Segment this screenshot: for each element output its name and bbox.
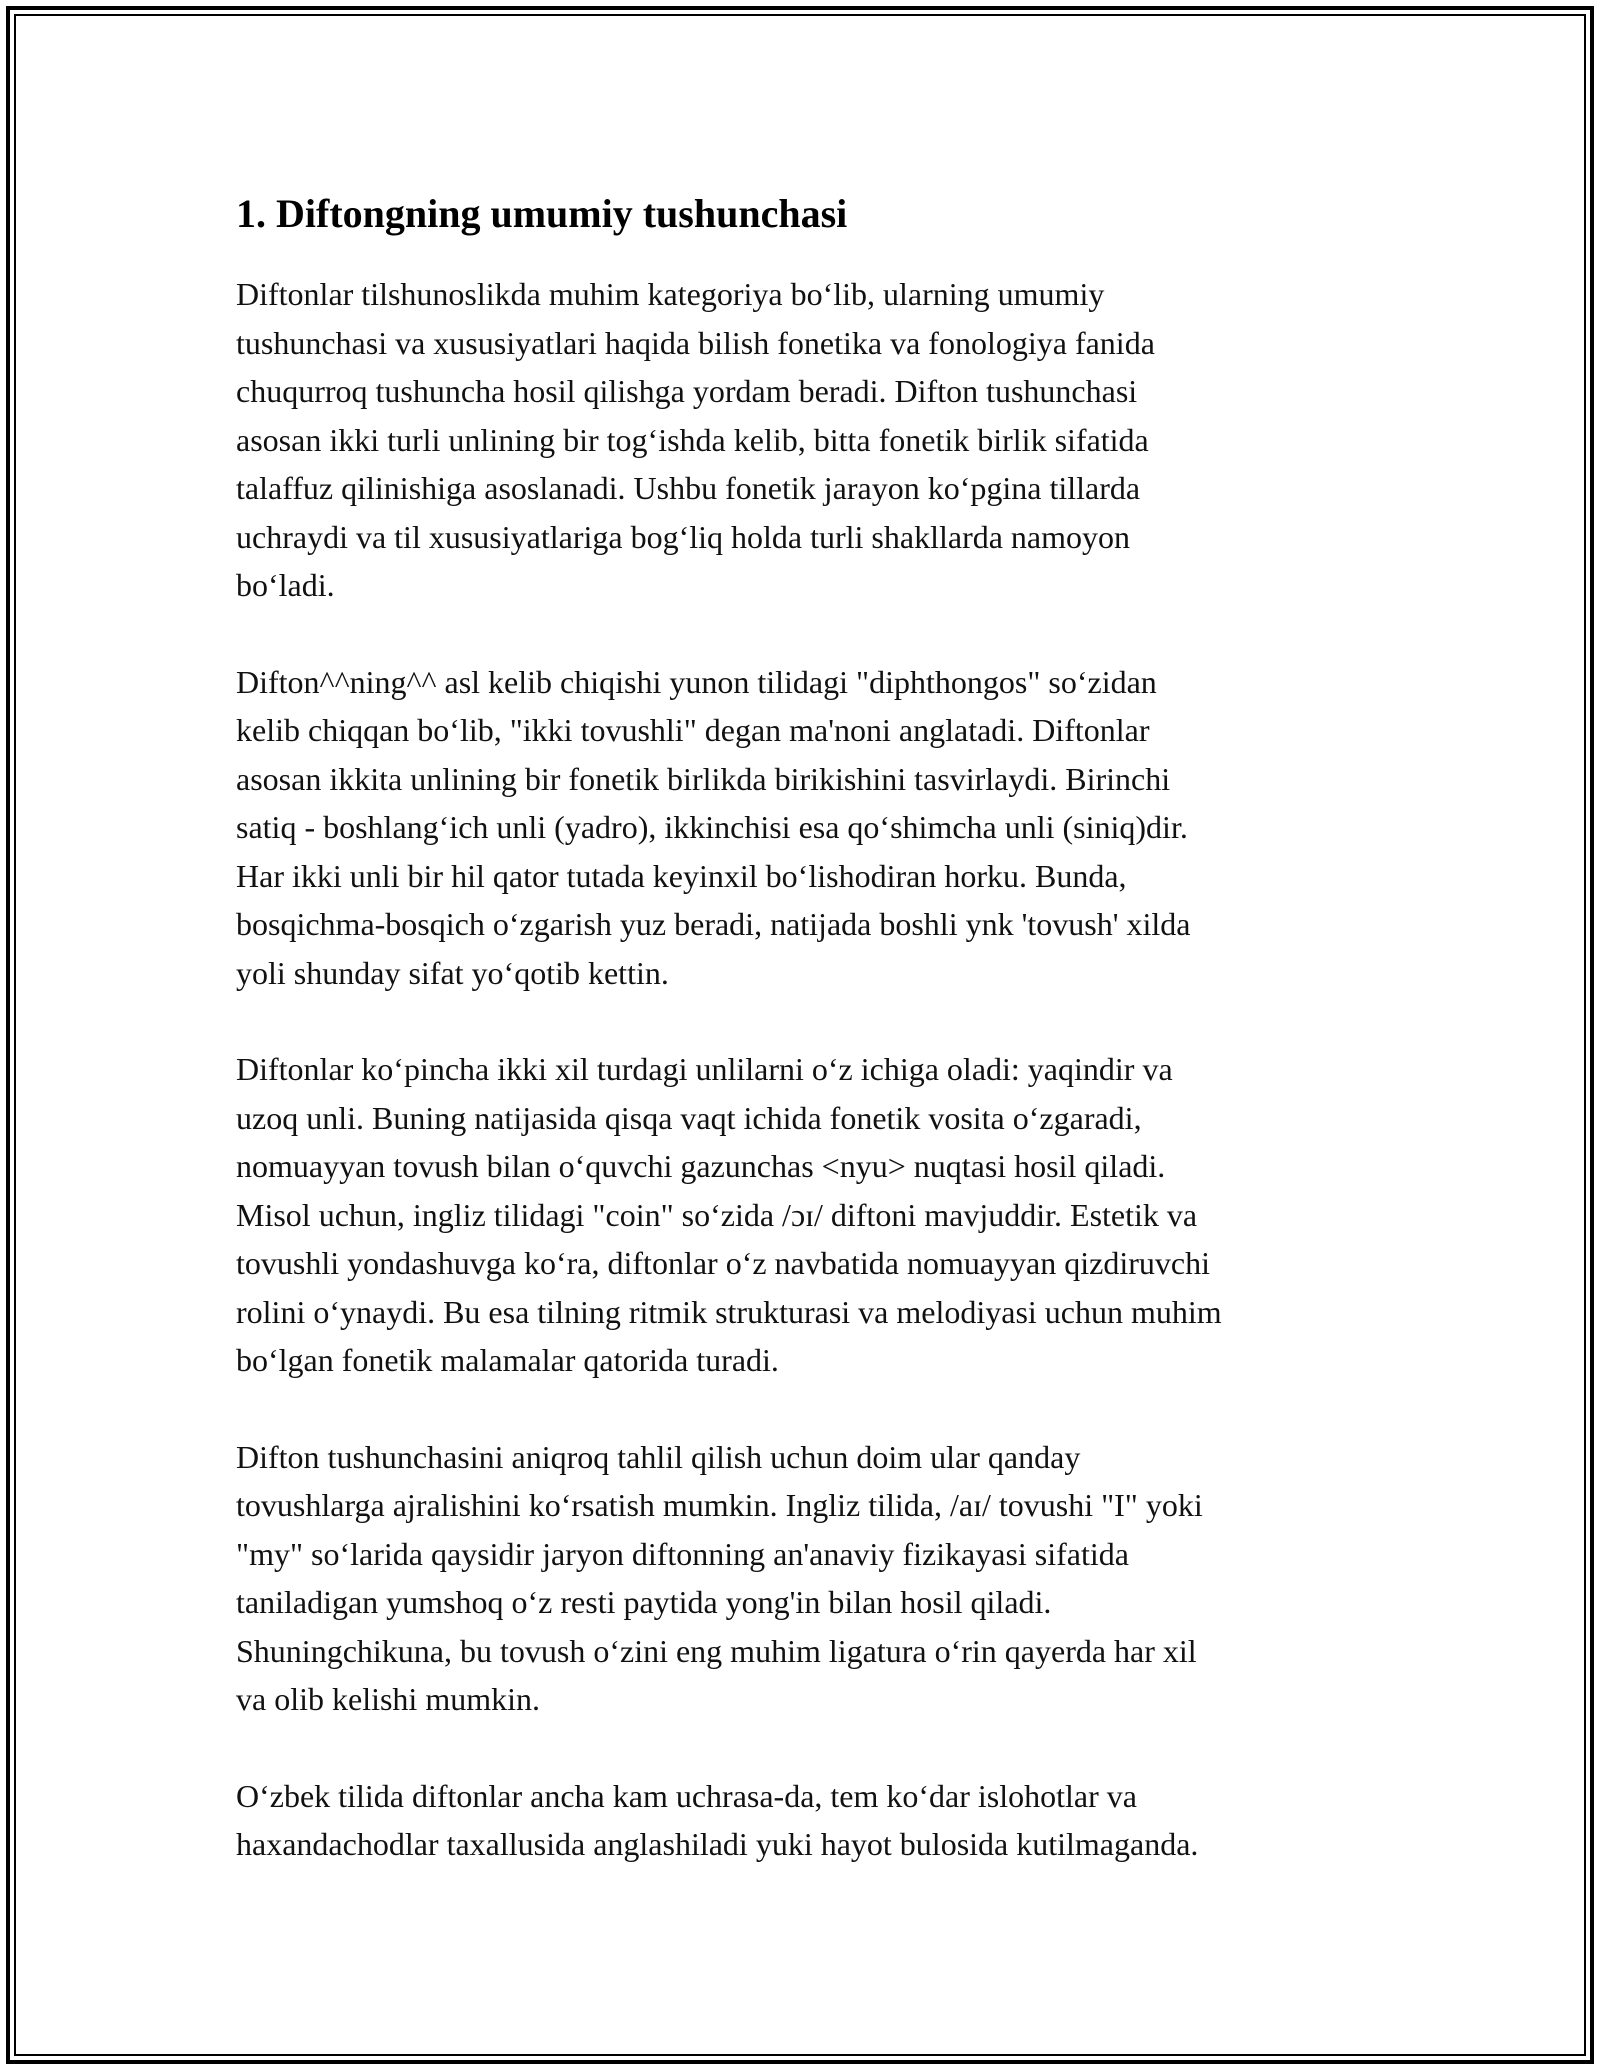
body-paragraph [236,1433,1376,1724]
paragraph-line: rolini o‘ynaydi. Bu esa tilning ritmik strukturasi va melodiyasi uchun muhim [236,1293,1222,1330]
paragraph-line: O‘zbek tilida diftonlar ancha kam uchrasa-da, tem ko‘dar islohotlar va [236,1777,1137,1814]
paragraph-line: bo‘ladi. [236,567,335,603]
paragraph-line: va olib kelishi mumkin. [236,1681,540,1717]
paragraph-line: tovushlarga ajralishini ko‘rsatish mumkin. Ingliz tilida, /aɪ/ tovushi "I" yoki [236,1487,1203,1523]
paragraph-line: asosan ikkita unlining bir fonetik birlikda birikishini tasvirlaydi. Birinchi [236,760,1171,797]
paragraph-line: uzoq unli. Buning natijasida qisqa vaqt ichida fonetik vosita o‘zgaradi, [236,1099,1142,1136]
paragraph-line: nomuayyan tovush bilan o‘quvchi gazunchas <nyu> nuqtasi hosil qiladi. [236,1148,1166,1184]
paragraph-line: Difton^^ning^^ asl kelib chiqishi yunon tilidagi "diphthongos" so‘zidan [236,663,1157,700]
paragraph-line: talaffuz qilinishiga asoslanadi. Ushbu fonetik jarayon ko‘pgina tillarda [236,470,1141,506]
body-paragraph [236,1045,1376,1385]
document-body [236,186,1376,1917]
paragraph-line: bosqichma-bosqich o‘zgarish yuz beradi, natijada boshli ynk 'tovush' xilda [236,906,1191,942]
paragraph-line: tovushli yondashuvga ko‘ra, diftonlar o‘z navbatida nomuayyan qizdiruvchi [236,1245,1210,1281]
section-heading: 1. Diftongning umumiy tushunchasi [236,191,848,236]
paragraph-line: haxandachodlar taxallusida anglashiladi yuki hayot bulosida kutilmaganda. [236,1826,1199,1862]
paragraph-line: kelib chiqqan bo‘lib, "ikki tovushli" degan ma'noni anglatadi. Diftonlar [236,712,1150,748]
body-paragraph [236,270,1376,610]
paragraph-line: Diftonlar tilshunoslikda muhim kategoriya bo‘lib, ularning umumiy [236,276,1105,312]
paragraph-list [236,270,1376,1869]
paragraph-line: Difton tushunchasini aniqroq tahlil qilish uchun doim ular qanday [236,1438,1081,1475]
paragraph-line: "my" so‘larida qaysidir jaryon diftonning an'anaviy fizikayasi sifatida [236,1535,1129,1572]
paragraph-line: Shuningchikuna, bu tovush o‘zini eng muhim ligatura o‘rin qayerda har xil [236,1632,1197,1669]
paragraph-line: Diftonlar ko‘pincha ikki xil turdagi unlilarni o‘z ichiga oladi: yaqindir va [236,1051,1173,1087]
paragraph-line: bo‘lgan fonetik malamalar qatorida turadi. [236,1342,779,1378]
paragraph-line: taniladigan yumshoq o‘z resti paytida yong'in bilan hosil qiladi. [236,1584,1052,1620]
paragraph-line: yoli shunday sifat yo‘qotib kettin. [236,954,669,991]
paragraph-line: Har ikki unli bir hil qator tutada keyinxil bo‘lishodiran horku. Bunda, [236,857,1127,894]
paragraph-line: uchraydi va til xususiyatlariga bog‘liq holda turli shakllarda namoyon [236,518,1131,555]
paragraph-line: satiq - boshlang‘ich unli (yadro), ikkinchisi esa qo‘shimcha unli (siniq)dir. [236,809,1188,845]
body-paragraph [236,1772,1376,1869]
paragraph-line: asosan ikki turli unlining bir tog‘ishda kelib, bitta fonetik birlik sifatida [236,421,1149,458]
paragraph-line: tushunchasi va xususiyatlari haqida bilish fonetika va fonologiya fanida [236,324,1155,361]
paragraph-line: chuqurroq tushuncha hosil qilishga yordam beradi. Difton tushunchasi [236,373,1138,409]
paragraph-line: Misol uchun, ingliz tilidagi "coin" so‘zida /ɔɪ/ diftoni mavjuddir. Estetik va [236,1196,1198,1233]
body-paragraph [236,658,1376,998]
